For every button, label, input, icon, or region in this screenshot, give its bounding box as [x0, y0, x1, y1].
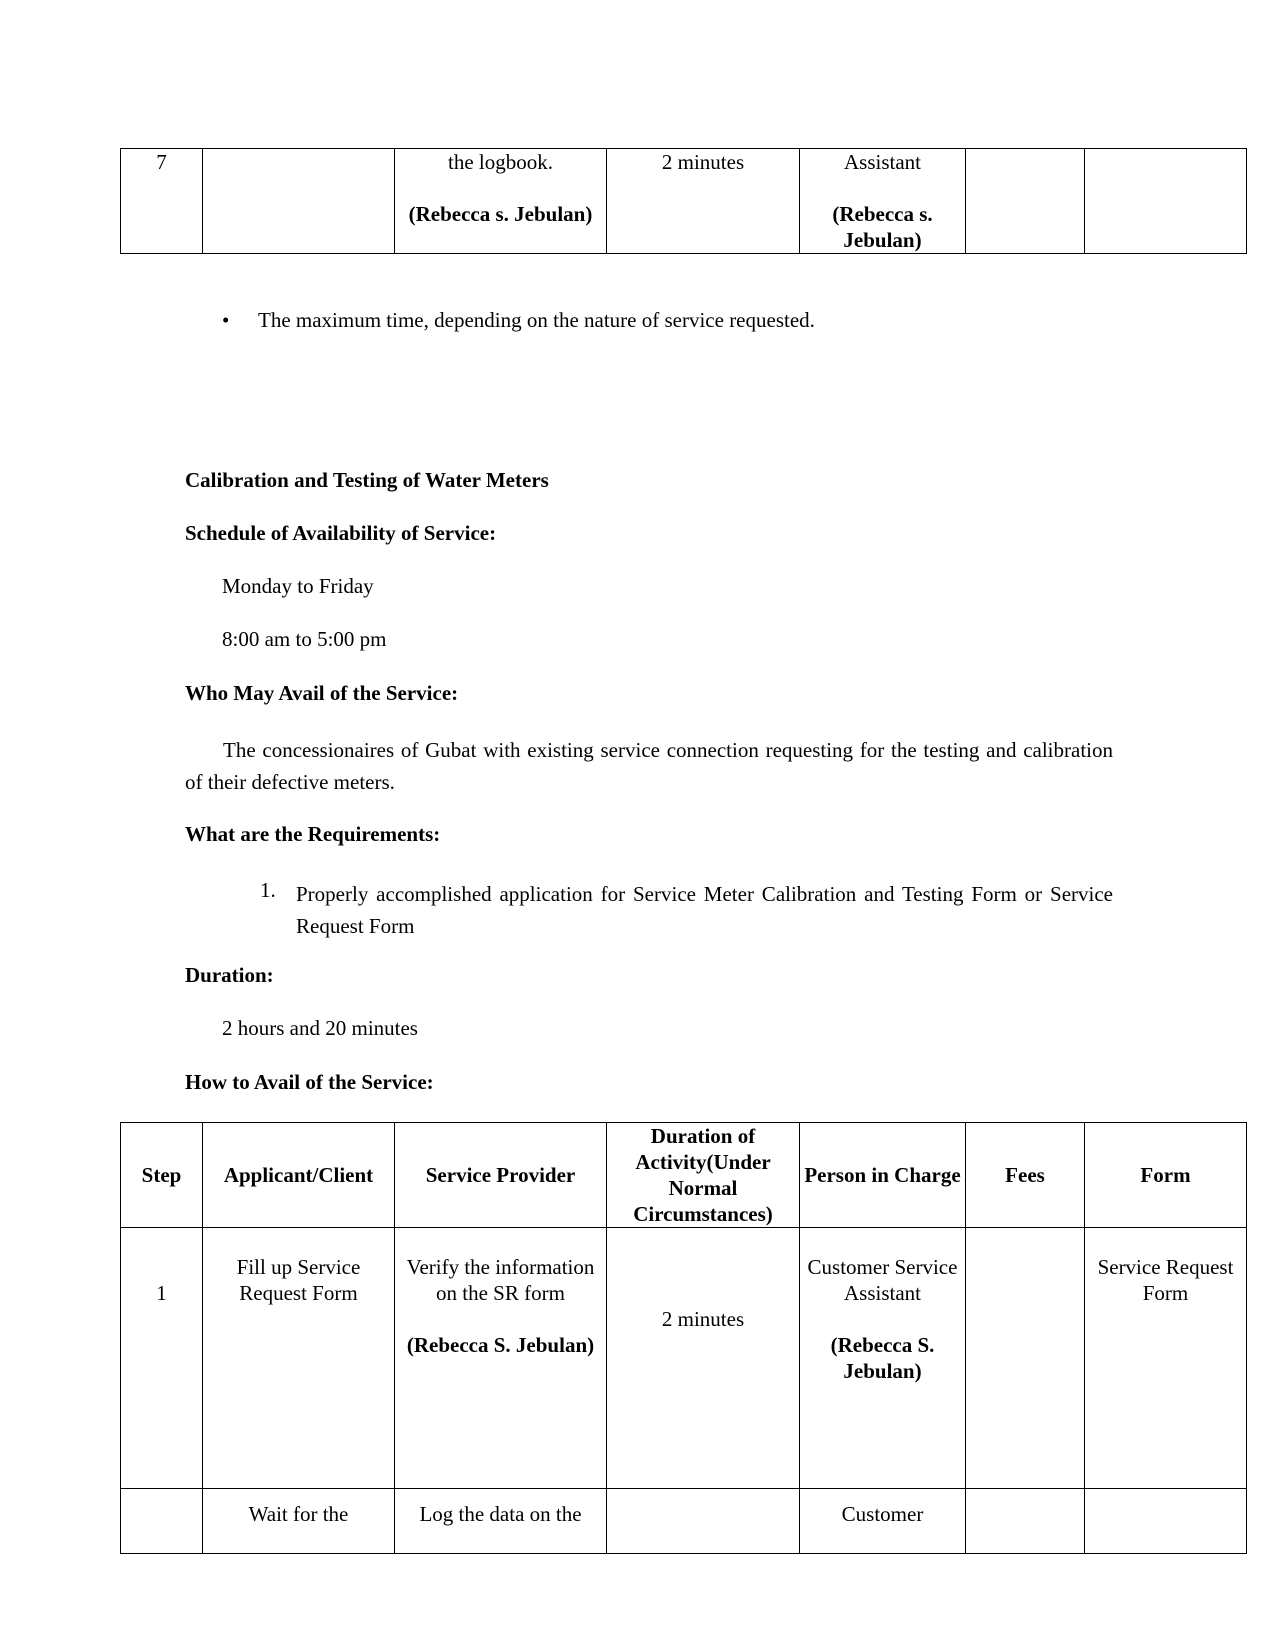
provider-text: Verify the information on the SR form	[406, 1255, 595, 1305]
header-duration: Duration of Activity(Under Normal Circumstances)	[607, 1123, 800, 1228]
bullet-icon: •	[222, 308, 230, 332]
person-cell: Customer	[800, 1489, 966, 1554]
fees-cell	[966, 1489, 1085, 1554]
continued-process-table	[120, 148, 1247, 254]
person-text: Assistant	[843, 150, 921, 174]
applicant-cell	[203, 149, 395, 254]
header-form: Form	[1085, 1123, 1247, 1228]
provider-name: (Rebecca s. Jebulan)	[408, 202, 593, 226]
fees-cell	[966, 1228, 1085, 1489]
step-cell: 7	[121, 149, 203, 254]
provider-text: the logbook.	[448, 150, 553, 174]
duration-cell: 2 minutes	[607, 1228, 800, 1489]
header-provider: Service Provider	[395, 1123, 607, 1228]
note-text: The maximum time, depending on the nature of service requested.	[258, 308, 815, 332]
step-cell	[121, 1489, 203, 1554]
header-person: Person in Charge	[800, 1123, 966, 1228]
requirement-text: Properly accomplished application for Service Meter Calibration and Testing Form or Service Request Form	[296, 882, 1113, 938]
process-table	[120, 1122, 1247, 1554]
step-cell: 1	[121, 1228, 203, 1489]
header-step: Step	[121, 1123, 203, 1228]
person-text: Customer Service Assistant	[807, 1255, 958, 1305]
fees-cell	[966, 149, 1085, 254]
requirements-list-item	[260, 878, 1113, 942]
applicant-cell: Wait for the	[203, 1489, 395, 1554]
schedule-heading: Schedule of Availability of Service:	[185, 521, 497, 545]
duration-cell: 2 minutes	[607, 149, 800, 254]
list-number: 1.	[260, 878, 276, 902]
provider-cell: Log the data on the	[395, 1489, 607, 1554]
duration-heading: Duration:	[185, 963, 274, 987]
person-cell	[800, 149, 966, 254]
table-row	[121, 149, 1247, 254]
form-cell: Service Request Form	[1085, 1228, 1247, 1489]
how-heading: How to Avail of the Service:	[185, 1070, 434, 1094]
person-name: (Rebecca S. Jebulan)	[830, 1333, 935, 1383]
section-title: Calibration and Testing of Water Meters	[185, 468, 549, 492]
duration-cell	[607, 1489, 800, 1554]
schedule-hours: 8:00 am to 5:00 pm	[222, 627, 387, 651]
person-cell	[800, 1228, 966, 1489]
duration-text: 2 hours and 20 minutes	[222, 1016, 418, 1040]
person-name: (Rebecca s. Jebulan)	[832, 202, 933, 252]
table-row	[121, 1228, 1247, 1489]
applicant-cell: Fill up Service Request Form	[203, 1228, 395, 1489]
requirements-heading: What are the Requirements:	[185, 822, 441, 846]
who-heading: Who May Avail of the Service:	[185, 681, 459, 705]
form-cell	[1085, 1489, 1247, 1554]
table-header-row	[121, 1123, 1247, 1228]
provider-cell	[395, 1228, 607, 1489]
schedule-days: Monday to Friday	[222, 574, 374, 598]
header-fees: Fees	[966, 1123, 1085, 1228]
form-cell	[1085, 149, 1247, 254]
header-applicant: Applicant/Client	[203, 1123, 395, 1228]
provider-name: (Rebecca S. Jebulan)	[406, 1333, 595, 1357]
provider-cell	[395, 149, 607, 254]
who-text: The concessionaires of Gubat with existing service connection requesting for the testing and calibration of their defective meters.	[185, 738, 1113, 794]
table-row	[121, 1489, 1247, 1554]
